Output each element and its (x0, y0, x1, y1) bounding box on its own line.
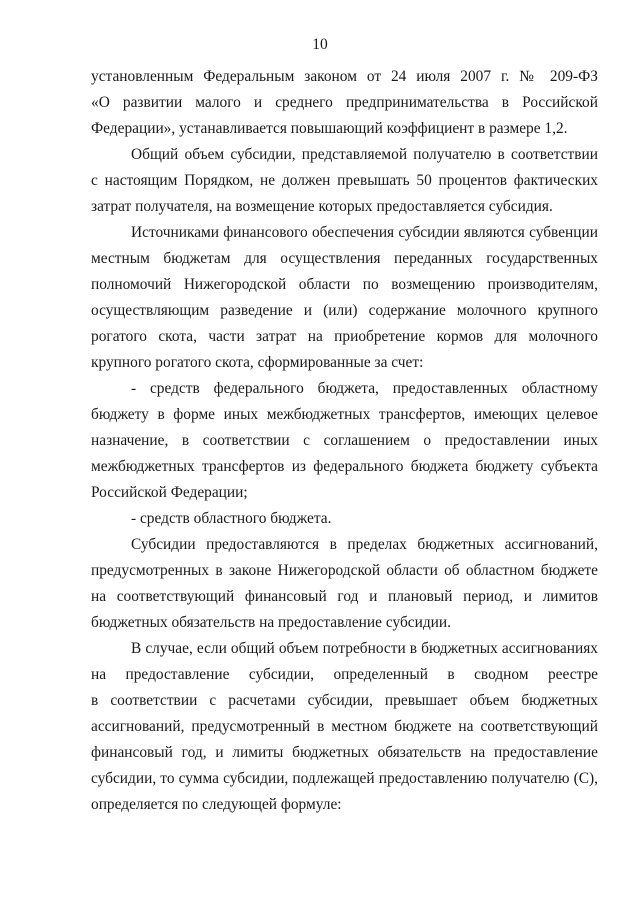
text-line: Российской Федерации; (91, 484, 248, 501)
text-line: «О развитии малого и среднего предпринимательства в Российской (91, 94, 598, 111)
text-line: на предоставление субсидии, определенный в сводном реестре (91, 666, 598, 683)
text-line: межбюджетных трансфертов из федерального бюджета бюджету субъекта (91, 458, 598, 475)
page-number: 10 (312, 36, 328, 53)
text-line: - средств областного бюджета. (131, 510, 332, 527)
text-line: местным бюджетам для осуществления переданных государственных (91, 250, 598, 267)
text-line: ассигнований, предусмотренный в местном бюджете на соответствующий (91, 718, 598, 735)
text-line: осуществляющим разведение и (или) содержание молочного крупного (91, 302, 598, 319)
text-line: финансовый год, и лимиты бюджетных обязательств на предоставление (91, 744, 598, 761)
text-line: бюджетных обязательств на предоставление субсидии. (91, 614, 452, 631)
text-line: установленным Федеральным законом от 24 июля 2007 г. № 209-ФЗ (91, 68, 598, 85)
text-line: определяется по следующей формуле: (91, 796, 342, 813)
text-line: бюджету в форме иных межбюджетных трансфертов, имеющих целевое (91, 406, 598, 423)
paragraph (91, 142, 598, 220)
text-line: рогатого скота, части затрат на приобретение кормов для молочного (91, 328, 598, 345)
text-line: крупного рогатого скота, сформированные за счет: (91, 354, 424, 371)
text-line: с настоящим Порядком, не должен превышать 50 процентов фактических (91, 172, 598, 189)
text-line: назначение, в соответствии с соглашением о предоставлении иных (91, 432, 598, 449)
text-line: - средств федерального бюджета, предоставленных областному (131, 380, 598, 397)
paragraph (91, 64, 598, 142)
text-line: полномочий Нижегородской области по возмещению производителям, (91, 276, 598, 293)
paragraph (91, 506, 598, 532)
document-body (91, 64, 598, 818)
text-line: Субсидии предоставляются в пределах бюджетных ассигнований, (131, 536, 598, 553)
paragraph (91, 376, 598, 506)
text-line: Общий объем субсидии, представляемой получателю в соответствии (131, 146, 598, 163)
text-line: субсидии, то сумма субсидии, подлежащей предоставлению получателю (С), (91, 770, 598, 787)
text-line: предусмотренных в законе Нижегородской области об областном бюджете (91, 562, 598, 579)
text-line: В случае, если общий объем потребности в бюджетных ассигнованиях (131, 640, 598, 657)
text-line: Источниками финансового обеспечения субсидии являются субвенции (131, 224, 598, 241)
text-line: в соответствии с расчетами субсидии, превышает объем бюджетных (91, 692, 598, 709)
paragraph (91, 220, 598, 376)
text-line: Федерации», устанавливается повышающий коэффициент в размере 1,2. (91, 120, 568, 137)
paragraph (91, 636, 598, 818)
text-line: затрат получателя, на возмещение которых предоставляется субсидия. (91, 198, 553, 215)
paragraph (91, 532, 598, 636)
text-line: на соответствующий финансовый год и плановый период, и лимитов (91, 588, 598, 605)
